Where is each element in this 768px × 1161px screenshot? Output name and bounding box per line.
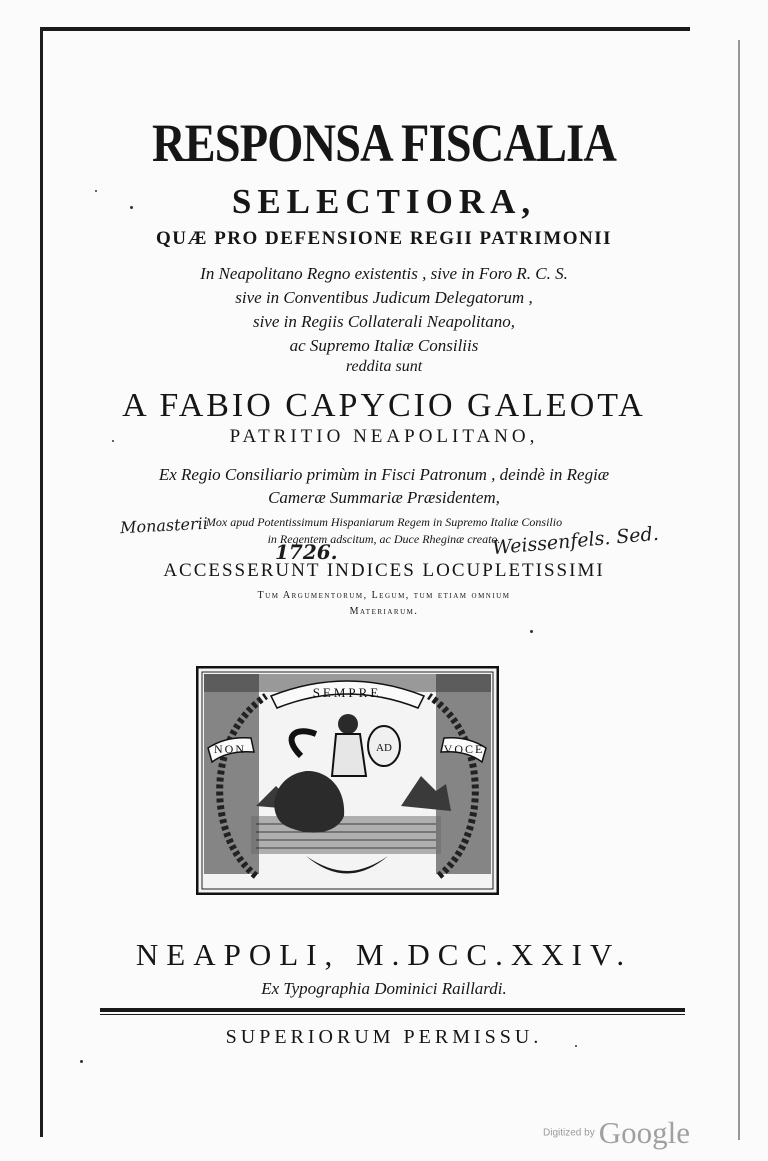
printer-emblem-woodcut xyxy=(196,666,499,895)
permission-line: SUPERIORUM PERMISSU. xyxy=(225,1026,543,1048)
indices-line-2: Materiarum. xyxy=(349,606,419,617)
subtitle: SELECTIORA, xyxy=(231,182,537,221)
office-line-3: Mox apud Potentissimum Hispaniarum Regem in Supremo Italiæ Consilio xyxy=(205,515,563,529)
author-name: A FABIO CAPYCIO GALEOTA xyxy=(122,387,646,424)
title-line-7: ac Supremo Italiæ Consiliis xyxy=(289,336,479,355)
shield-letters: AD xyxy=(376,742,392,754)
siren-body xyxy=(332,734,366,776)
imprint-printer: Ex Typographia Dominici Raillardi. xyxy=(261,979,507,998)
motto-right: VOCE xyxy=(443,742,485,756)
author-title: PATRITIO NEAPOLITANO, xyxy=(229,426,539,447)
imprint-place-date: NEAPOLI, M.DCC.XXIV. xyxy=(135,937,633,972)
title-line-3: QUÆ PRO DEFENSIONE REGII PATRIMONII xyxy=(155,228,613,249)
ink-speck xyxy=(80,1060,83,1063)
ink-speck xyxy=(130,206,133,209)
motto-top: SEMPRE xyxy=(312,685,382,700)
imprint-rule-thin xyxy=(100,1014,685,1015)
handwritten-note-left: Monasterii xyxy=(119,513,209,538)
office-line-2: Cameræ Summariæ Præsidentem, xyxy=(268,488,500,507)
accesserunt-line: ACCESSERUNT INDICES LOCUPLETISSIMI xyxy=(163,560,605,581)
watermark-prefix: Digitized by xyxy=(543,1127,595,1139)
handwritten-note-right: Weissenfels. Sed. xyxy=(491,522,660,560)
office-line-1: Ex Regio Consiliario primùm in Fisci Patronum , deindè in Regiæ xyxy=(158,465,610,484)
handwritten-year: 1726. xyxy=(275,540,338,564)
title-line-4: In Neapolitano Regno existentis , sive in Foro R. C. S. xyxy=(200,264,568,283)
title-line-8: reddita sunt xyxy=(345,358,423,375)
title-line-5: sive in Conventibus Judicum Delegatorum , xyxy=(235,288,533,307)
siren-head xyxy=(338,714,358,734)
imprint-rule xyxy=(100,1008,685,1012)
main-title: RESPONSA FISCALIA xyxy=(151,113,617,173)
indices-line-1: Tum Argumentorum, Legum, tum etiam omnium xyxy=(257,590,511,601)
ink-speck xyxy=(575,1045,577,1047)
watermark-brand: Google xyxy=(598,1115,690,1150)
ink-speck xyxy=(530,630,533,633)
office-line-4: in Regentem adscitum, ac Duce Rheginæ creato. xyxy=(267,532,501,546)
top-border-rule xyxy=(40,27,690,31)
title-line-6: sive in Regiis Collaterali Neapolitano, xyxy=(252,312,516,331)
ink-speck xyxy=(112,440,114,442)
ink-speck xyxy=(95,190,97,192)
digitized-watermark xyxy=(543,1115,690,1151)
motto-left: NON xyxy=(214,742,246,756)
